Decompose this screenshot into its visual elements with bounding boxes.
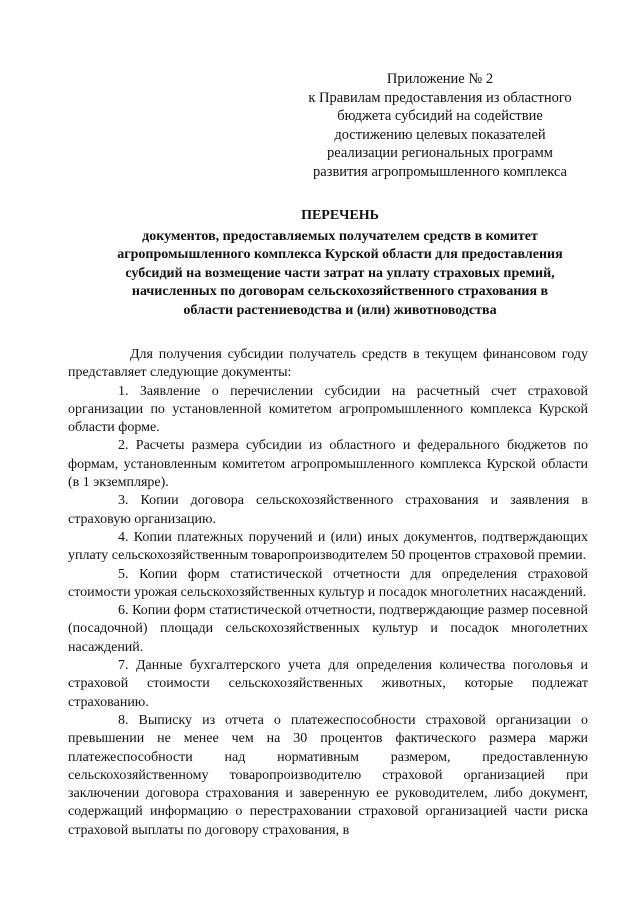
annex-line: Приложение № 2 xyxy=(386,71,494,87)
list-item: 4. Копии платежных поручений и (или) иных документов, подтверждающих уплату сельскохозяйственным товаропроизводителем 50 процентов страховой премии. xyxy=(68,529,588,564)
list-item: 3. Копии договора сельскохозяйственного страхования и заявления в страховую организацию. xyxy=(68,493,588,527)
subtitle-line: области растениеводства и (или) животноводства xyxy=(183,302,497,318)
annex-line: к Правилам предоставления из областного xyxy=(308,89,572,106)
list-item: 5. Копии форм статистической отчетности для определения страховой стоимости урожая сельскохозяйственных культур и посадок многолетних насаждений. xyxy=(68,566,588,600)
annex-line: бюджета субсидий на содействие xyxy=(337,108,543,124)
document-heading xyxy=(60,207,620,320)
annex-line: реализации региональных программ xyxy=(327,145,553,161)
annex-reference xyxy=(285,70,595,181)
document-body xyxy=(68,346,588,840)
list-item: 6. Копии форм статистической отчетности, подтверждающие размер посевной (посадочной) площади сельскохозяйственных культур и посадок многолетних насаждений. xyxy=(68,603,588,655)
list-item: 2. Расчеты размера субсидии из областного и федерального бюджетов по формам, установленным комитетом агропромышленного комплекса Курской области (в 1 экземпляре). xyxy=(68,438,588,491)
page-title: ПЕРЕЧЕНЬ xyxy=(301,208,379,223)
subtitle-line: агропромышленного комплекса Курской области для предоставления xyxy=(117,247,563,262)
subtitle-line: документов, предоставляемых получателем средств в комитет xyxy=(142,228,538,244)
subtitle-line: субсидий на возмещение части затрат на уплату страховых премий, xyxy=(125,265,555,281)
annex-line: достижению целевых показателей xyxy=(334,126,546,143)
intro-paragraph: Для получения субсидии получатель средств в текущем финансовом году представляет следующие документы: xyxy=(68,347,588,381)
list-item: 8. Выписку из отчета о платежеспособности страховой организации о превышении не менее чем на 30 процентов фактического размера маржи платежеспособности над нормативным размером, предоставленную сельскохозяйственному товаропроизводителю страховой организацией при заключении договора страхования и заверенную ее руководителем, либо документ, содержащий информацию о перестраховании страховой организацией части риска страховой выплаты по договору страхования, в xyxy=(68,712,588,838)
list-item: 1. Заявление о перечислении субсидии на расчетный счет страховой организации по установленной комитетом агропромышленного комплекса Курской области форме. xyxy=(68,383,588,436)
list-item: 7. Данные бухгалтерского учета для определения количества поголовья и страховой стоимости сельскохозяйственных животных, которые подлежат страхованию. xyxy=(68,658,588,710)
annex-line: развития агропромышленного комплекса xyxy=(313,163,567,180)
subtitle-line: начисленных по договорам сельскохозяйственного страхования в xyxy=(131,284,549,299)
